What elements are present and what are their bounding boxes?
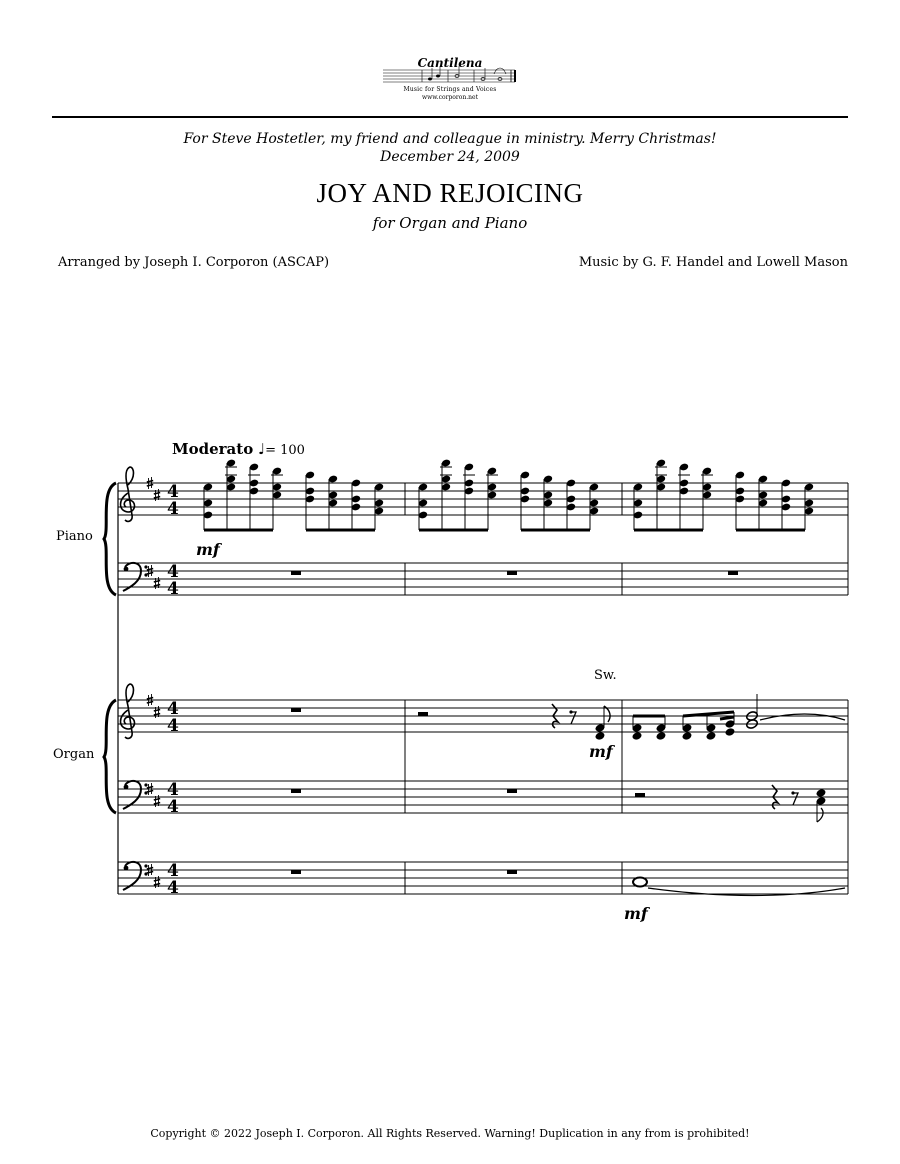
tempo-word: Moderato bbox=[172, 440, 254, 458]
organ-brace bbox=[104, 700, 116, 813]
svg-text:4: 4 bbox=[167, 699, 179, 719]
svg-text:4: 4 bbox=[167, 716, 179, 736]
treble-clef-icon bbox=[121, 467, 135, 521]
pedal-whole-note bbox=[633, 878, 647, 887]
pedal-staff bbox=[118, 862, 848, 894]
instrument-label-organ: Organ bbox=[53, 747, 95, 762]
piano-treble-notes bbox=[203, 459, 814, 530]
svg-text:4: 4 bbox=[167, 780, 179, 800]
svg-text:4: 4 bbox=[167, 861, 179, 881]
pedal-dynamic: mf bbox=[624, 904, 648, 923]
arranger-credit: Arranged by Joseph I. Corporon (ASCAP) bbox=[58, 255, 330, 270]
dedication-text: For Steve Hostetler, my friend and colleague in ministry. Merry Christmas! bbox=[183, 131, 717, 147]
piece-subtitle: for Organ and Piano bbox=[372, 214, 528, 232]
instrument-label-piano: Piano bbox=[56, 529, 93, 544]
organ-bass-staff bbox=[118, 781, 848, 813]
organ-dynamic: mf bbox=[589, 742, 613, 761]
svg-text:4: 4 bbox=[167, 579, 179, 599]
logo-url: www.corporon.net bbox=[422, 94, 478, 101]
organ-system bbox=[104, 595, 848, 898]
svg-text:4: 4 bbox=[167, 878, 179, 898]
logo-title: Cantilena bbox=[417, 56, 483, 70]
piece-title: JOY AND REJOICING bbox=[316, 178, 584, 208]
quarter-note-icon: ♩ bbox=[257, 440, 266, 458]
svg-text:4: 4 bbox=[167, 797, 179, 817]
composer-credit: Music by G. F. Handel and Lowell Mason bbox=[578, 255, 848, 270]
tempo-value: = 100 bbox=[265, 443, 305, 458]
dedication-date: December 24, 2009 bbox=[380, 149, 520, 165]
time-sig-top: 4 bbox=[167, 482, 179, 502]
piano-brace bbox=[104, 483, 116, 595]
time-sig-bottom: 4 bbox=[167, 499, 179, 519]
copyright-notice: Copyright © 2022 Joseph I. Corporon. All Rights Reserved. Warning! Duplication in any from is prohibited! bbox=[150, 1127, 750, 1140]
registration-marking: Sw. bbox=[594, 668, 617, 683]
piano-dynamic: mf bbox=[196, 540, 220, 559]
logo-tagline: Music for Strings and Voices bbox=[403, 86, 497, 93]
svg-text:4: 4 bbox=[167, 562, 179, 582]
piano-bass-staff bbox=[118, 563, 848, 595]
organ-treble-staff bbox=[118, 700, 848, 732]
